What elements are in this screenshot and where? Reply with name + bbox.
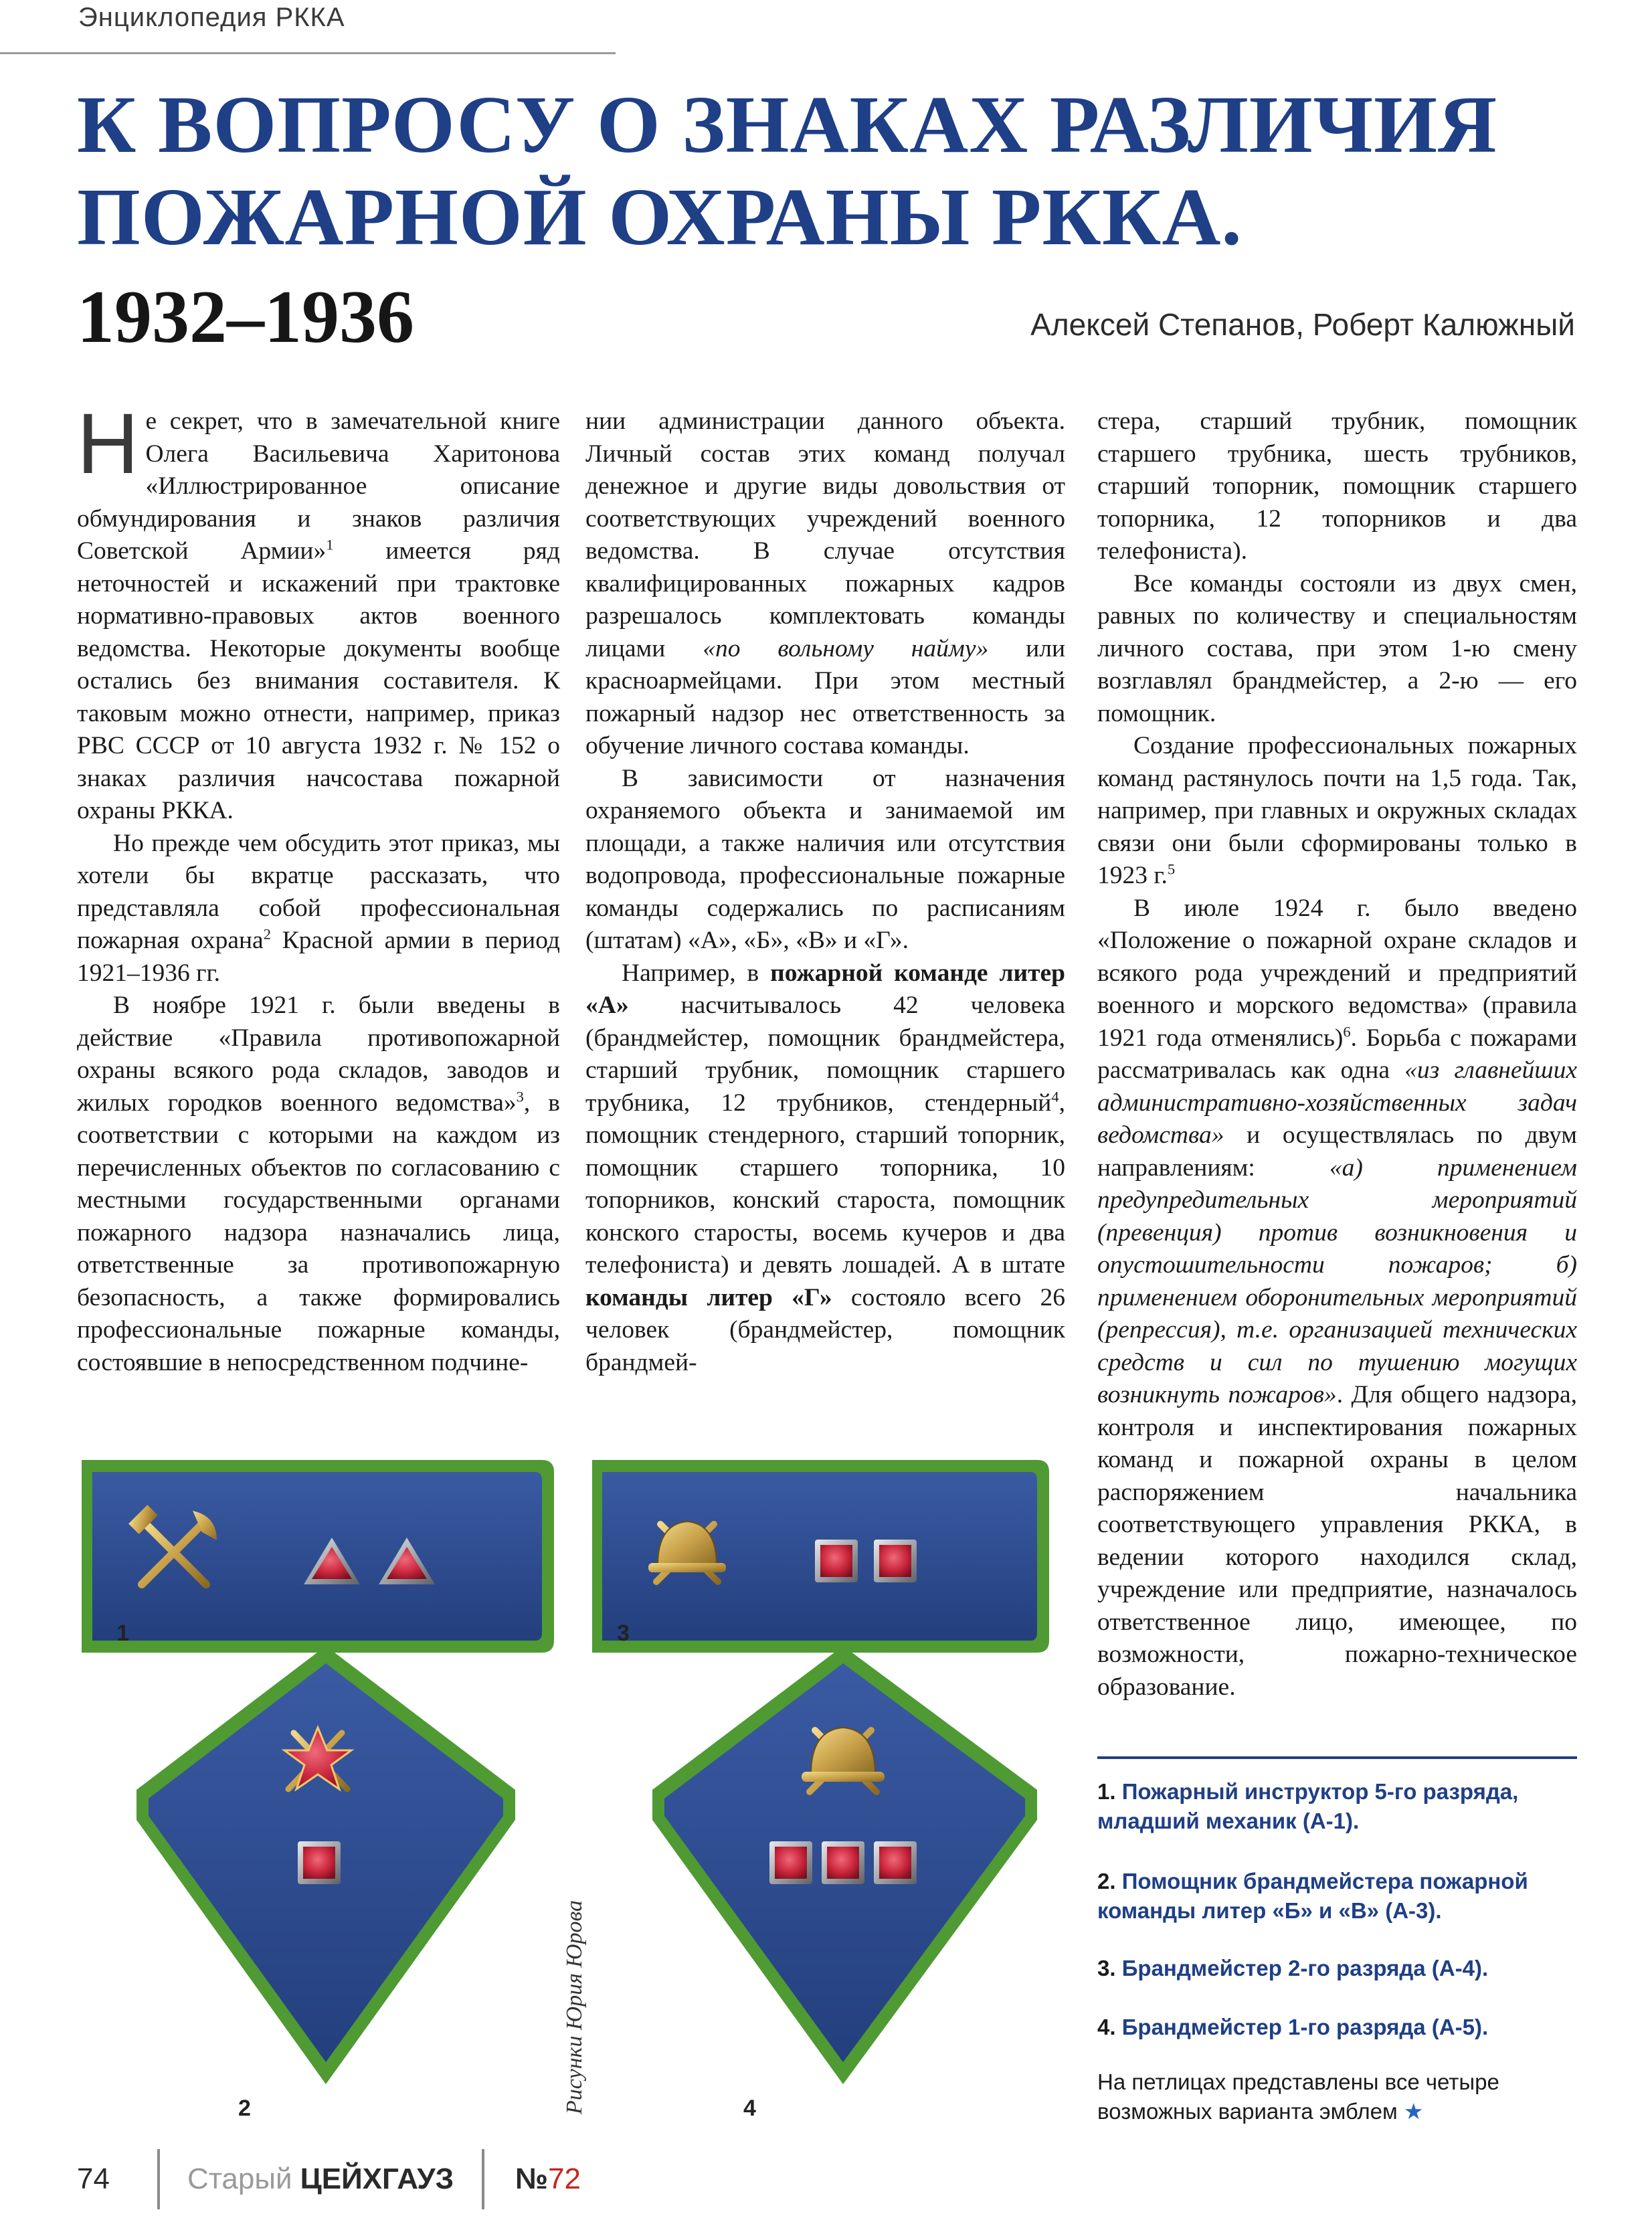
square-pip-icon: [874, 1841, 917, 1884]
square-pip-icon: [298, 1841, 341, 1884]
square-pip-icon: [815, 1540, 858, 1582]
page-number: 74: [77, 2162, 110, 2195]
paragraph: Не секрет, что в замечательной книге Олега Васильевича Харитонова «Иллюстрированное описание обмундирования и знаков различия Советской Армии»$^1$ имеется ряд неточностей и искажений при трактовке нормативно-правовых актов военного ведомства. Некоторые документы вообще остались без внимания составителя. К таковым можно отнести, например, приказ РВС СССР от 10 августа 1932 г. № 152 о знаках различия начсостава пожарной охраны РККА.: [77, 396, 560, 824]
footer-divider: [482, 2149, 484, 2209]
square-pip-icon: [769, 1841, 812, 1884]
paragraph: В ноябре 1921 г. были введены в действие «Правила противопожарной охраны всякого рода складов, заводов и жилых городков военного ведомства»$^3$, в соответствии с которыми на каждом из перечисленных объектов по согласованию с местными государственными органами пожарного надзора назначались лица, ответственные за противопожарную безопасность, а также формировались профессиональные пожарные команды, состоявшие в непосредственном подчине-: [77, 992, 560, 1376]
caption-2: 2. Помощник брандмейстера пожарной команды литер «Б» и «В» (А-3).: [1097, 1869, 1528, 1923]
paragraph: В зависимости от назначения охраняемого объекта и занимаемой им площади, а также наличия или отсутствия водопровода, профессиональные пожарные команды содержались по расписаниям (штатам) «А», «Б», «В» и «Г».: [585, 764, 1065, 954]
footnote-ref: 5: [1167, 860, 1176, 878]
artist-credit: Рисунки Юрия Юрова: [562, 1900, 587, 2114]
star-icon: ★: [1403, 2099, 1424, 2124]
collar-tab-4: [652, 1646, 1037, 2084]
issue-number: №72: [515, 2162, 581, 2195]
footnote-ref: 1: [326, 536, 334, 553]
article-title: [77, 79, 1589, 264]
paragraph: стера, старший трубник, помощник старшего трубника, шесть трубников, старший топорник, помощник старшего топорника, 12 топорников и два телефониста).: [1097, 407, 1577, 565]
caption-1: 1. Пожарный инструктор 5-го разряда, младший механик (А-1).: [1097, 1779, 1519, 1833]
collar-tab-1: [82, 1460, 554, 1653]
caption-3: 3. Брандмейстер 2-го разряда (А-4).: [1097, 1956, 1489, 1980]
footnote-ref: 2: [263, 925, 271, 943]
paragraph: нии администрации данного объекта. Личный состав этих команд получал денежное и другие виды довольствия от соответствующих учреждений военного ведомства. В случае отсутствия квалифицированных пожарных кадров разрешалось комплектовать команды лицами «по вольному найму» или красноармейцами. При этом местный пожарный надзор нес ответственность за обучение личного состава команды.: [585, 407, 1066, 759]
paragraph: Все команды состояли из двух смен, равных по количеству и специальностям личного состава, при этом 1-ю смену возглавлял брандмейстер, а 2-ю — его помощник.: [1097, 569, 1577, 727]
article-authors: Алексей Степанов, Роберт Калюжный: [1030, 307, 1575, 342]
figure-label-1: 1: [116, 1621, 129, 1646]
footer-divider: [157, 2149, 160, 2209]
body-column-1: [77, 396, 560, 1379]
collar-tab-3: [592, 1460, 1049, 1653]
collar-tab-2: [136, 1646, 515, 2084]
magazine-name: Старый ЦЕЙХГАУЗ: [187, 2162, 454, 2195]
article-dates: 1932–1936: [77, 276, 414, 359]
caption-rule: [1097, 1756, 1577, 1759]
footnote-ref: 6: [1343, 1023, 1351, 1040]
section-label: Энциклопедия РККА: [78, 3, 345, 32]
drop-cap: Н: [77, 396, 139, 492]
paragraph: Создание профессиональных пожарных команд растянулось почти на 1,5 года. Так, например, при главных и окружных складах связи они были сформированы только в 1923 г.$^5$: [1097, 732, 1577, 889]
footnote-ref: 4: [1051, 1088, 1059, 1105]
figure-label-3: 3: [617, 1621, 630, 1646]
caption-note: На петлицах представлены все четыре возможных варианта эмблем ★: [1097, 2069, 1499, 2124]
paragraph: Но прежде чем обсудить этот приказ, мы хотели бы вкратце рассказать, что представляла собой профессиональная пожарная охрана$^2$ Красной армии в период 1921–1936 гг.: [77, 829, 560, 987]
square-pip-icon: [874, 1540, 917, 1582]
paragraph: В июле 1924 г. было введено «Положение о пожарной охране складов и всякого рода учреждений и предприятий военного и морского ведомства» (правила 1921 года отменялись)$^6$. Борьба с пожарами рассматривалась как одна «из главнейших административно-хозяйственных задач ведомства» и осуществлялась по двум направлениям: «а) применением предупредительных мероприятий (превенция) против возникновения и опустошительности пожаров; б) применением оборонительных мероприятий (репрессия), т.е. организацией технических средств и сил по тушению могущих возникнуть пожаров». Для общего надзора, контроля и инспектирования пожарных команд и пожарной охраны в целом распоряжением начальника соответствующего управления РККА, в ведении которого находился склад, учреждение или предприятие, назначалось ответственное лицо, имеющее, по возможности, пожарно-техническое образование.: [1097, 894, 1577, 1701]
header-rule: [0, 52, 616, 54]
title-line-1: К ВОПРОСУ О ЗНАКАХ РАЗЛИЧИЯ: [77, 80, 1498, 170]
figure-label-4: 4: [743, 2096, 756, 2121]
paragraph: Например, в пожарной команде литер «А» насчитывалось 42 человека (брандмейстер, помощник брандмейстера, старший трубник, помощник старшего трубника, 12 трубников, стендерный$^4$, помощник стендерного, старший топорник, помощник старшего топорника, 10 топорников, конский староста, помощник конского старосты, восемь кучеров и два телефониста) и девять лошадей. А в штате команды литер «Г» состояло всего 26 человек (брандмейстер, помощник брандмей-: [585, 959, 1066, 1376]
title-line-2: ПОЖАРНОЙ ОХРАНЫ РККА.: [77, 172, 1243, 262]
body-column-3: [1097, 405, 1577, 1703]
insignia-illustration: [74, 1445, 1097, 2141]
figure-label-2: 2: [238, 2096, 251, 2121]
body-column-2: [585, 405, 1065, 1379]
footnote-ref: 3: [516, 1088, 524, 1105]
caption-4: 4. Брандмейстер 1-го разряда (А-5).: [1097, 2015, 1489, 2039]
square-pip-icon: [822, 1841, 864, 1884]
